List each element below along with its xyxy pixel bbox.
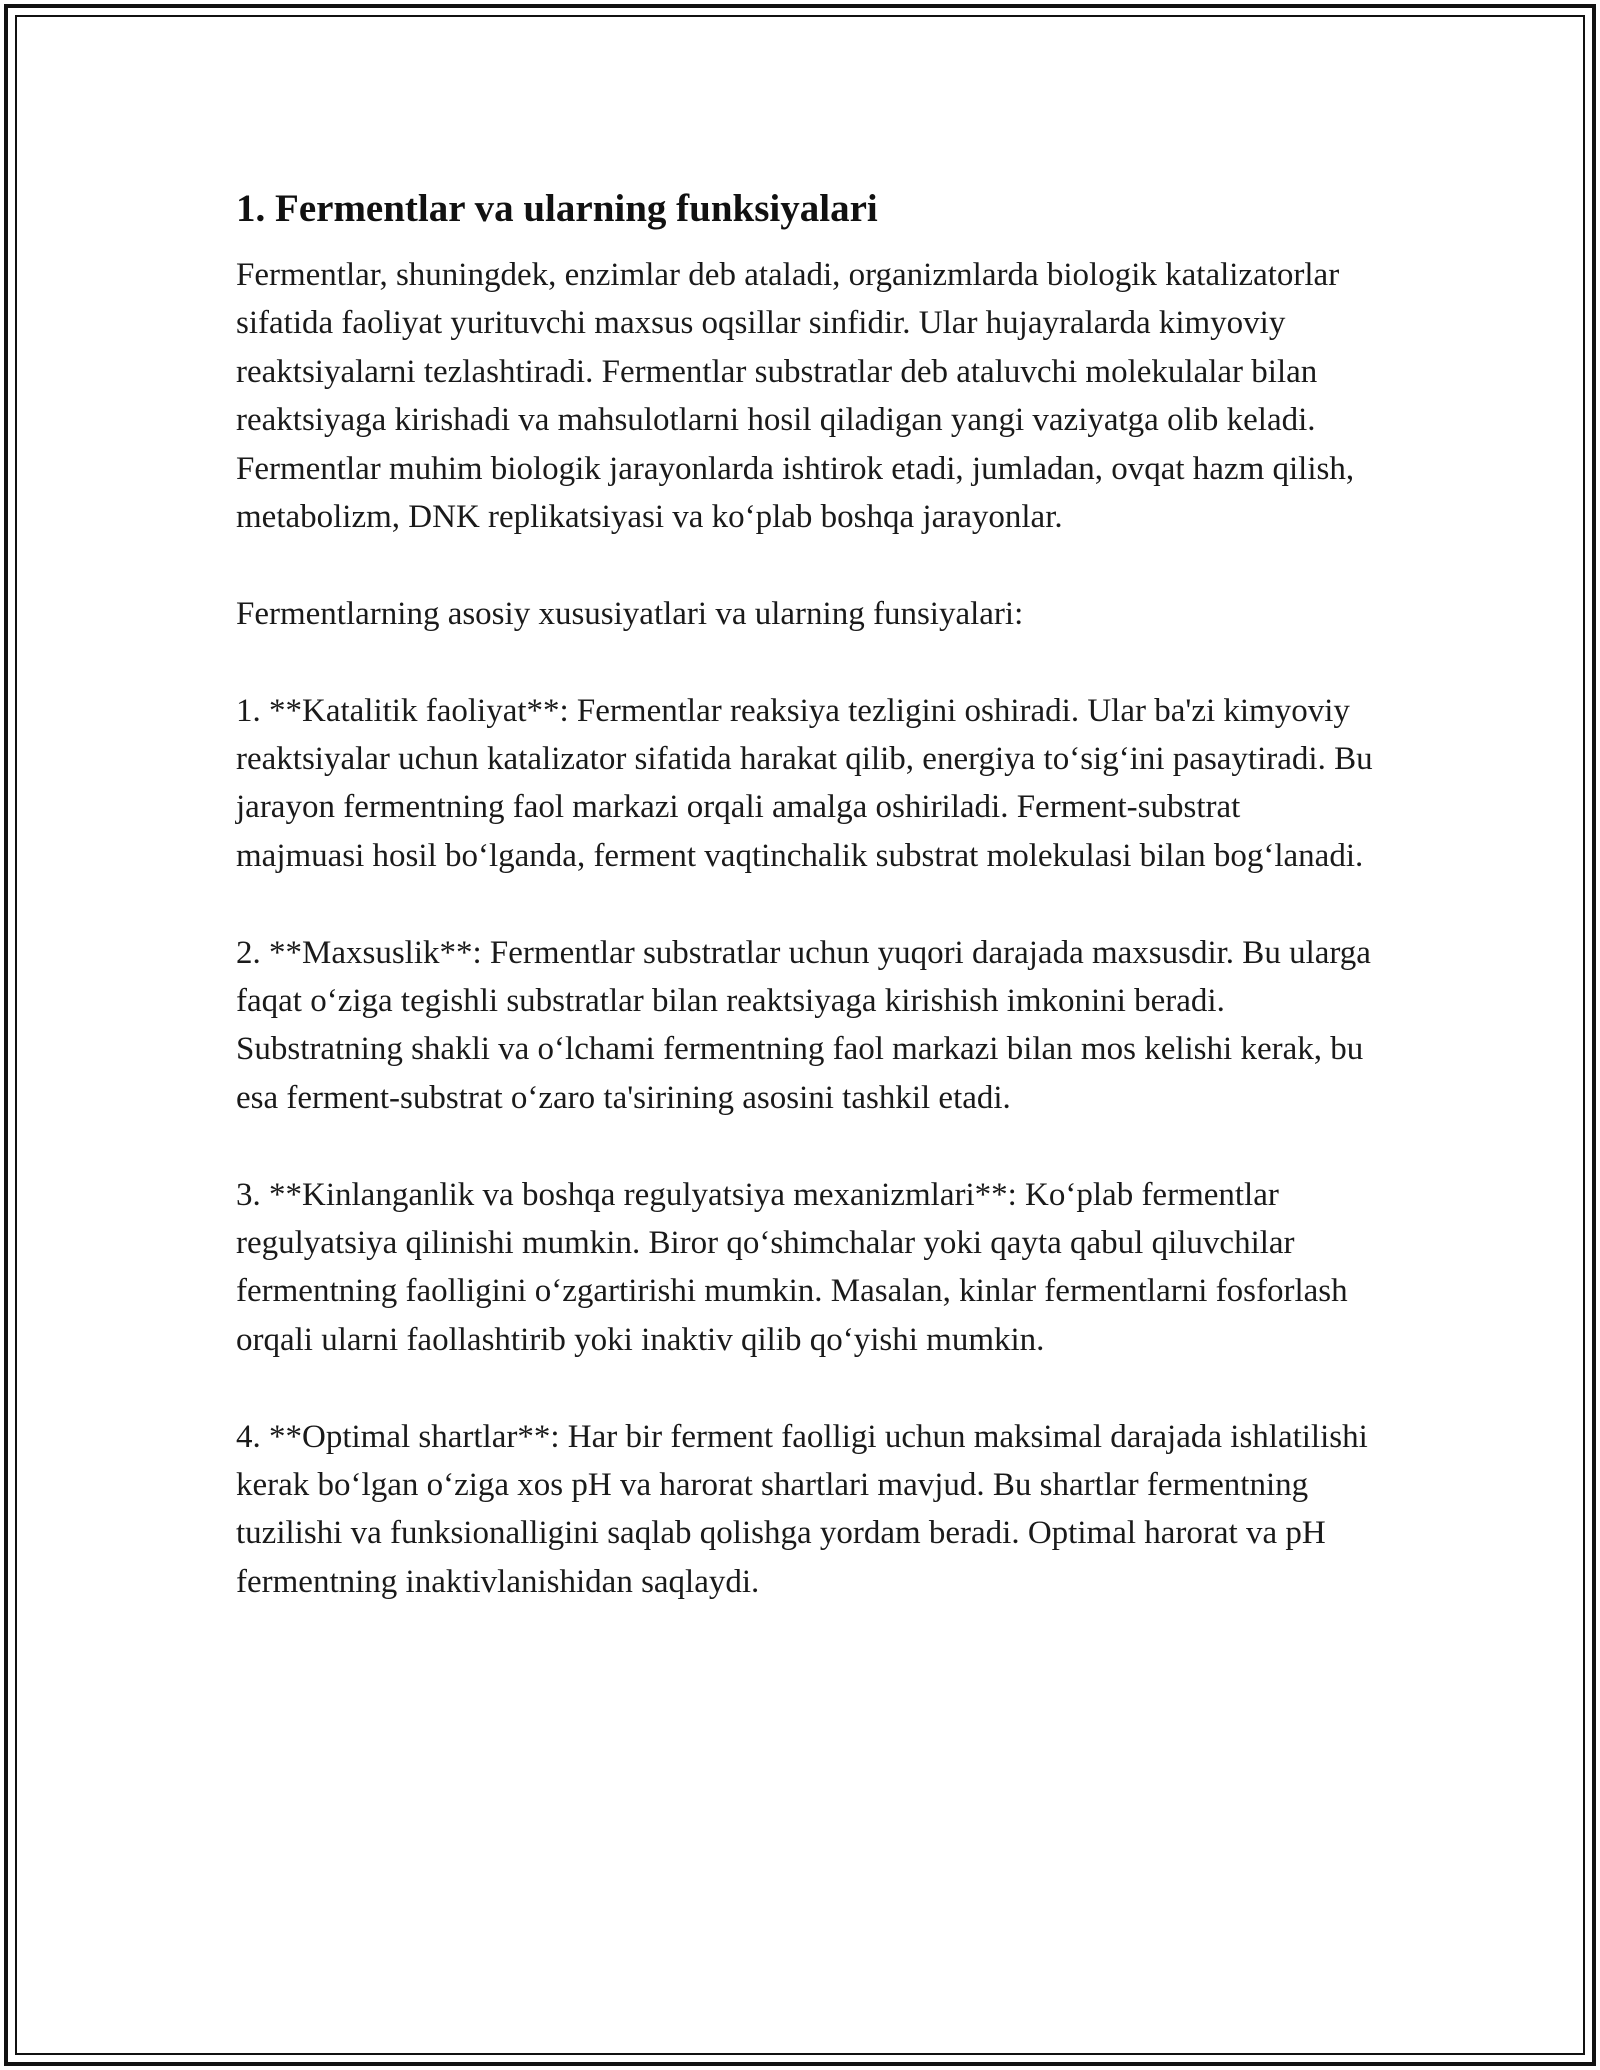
list-item-optimal-conditions: 4. **Optimal shartlar**: Har bir ferment faolligi uchun maksimal darajada ishlatilishi kerak bo‘lgan o‘ziga xos pH va harorat shartlari mavjud. Bu shartlar fermentning tuzilishi va funksionalligini saqlab qolishga yordam beradi. Optimal harorat va pH fermentning inaktivlanishidan saqlaydi. xyxy=(236,1418,1368,1600)
section-heading: 1. Fermentlar va ularning funksiyalari xyxy=(236,187,878,230)
document-body xyxy=(236,185,1376,1606)
list-item-catalytic-activity: 1. **Katalitik faoliyat**: Fermentlar reaksiya tezligini oshiradi. Ular ba'zi kimyoviy reaktsiyalar uchun katalizator sifatida harakat qilib, energiya to‘sig‘ini pasaytiradi. Bu jarayon fermentning faol markazi orqali amalga oshiriladi. Ferment-substrat majmuasi hosil bo‘lganda, ferment vaqtinchalik substrat molekulasi bilan bog‘lanadi. xyxy=(236,692,1373,874)
intro-paragraph: Fermentlar, shuningdek, enzimlar deb ataladi, organizmlarda biologik katalizatorlar sifatida faoliyat yurituvchi maxsus oqsillar sinfidir. Ular hujayralarda kimyoviy reaktsiyalarni tezlashtiradi. Fermentlar substratlar deb ataluvchi molekulalar bilan reaktsiyaga kirishadi va mahsulotlarni hosil qiladigan yangi vaziyatga olib keladi. Fermentlar muhim biologik jarayonlarda ishtirok etadi, jumladan, ovqat hazm qilish, metabolizm, DNK replikatsiyasi va ko‘plab boshqa jarayonlar. xyxy=(236,257,1355,536)
list-item-specificity: 2. **Maxsuslik**: Fermentlar substratlar uchun yuqori darajada maxsusdir. Bu ularga faqat o‘ziga tegishli substratlar bilan reaktsiyaga kirishish imkonini beradi. Substratning shakli va o‘lchami fermentning faol markazi bilan mos kelishi kerak, bu esa ferment-substrat o‘zaro ta'sirining asosini tashkil etadi. xyxy=(236,934,1371,1116)
list-item-regulation: 3. **Kinlanganlik va boshqa regulyatsiya mexanizmlari**: Ko‘plab fermentlar regulyatsiya qilinishi mumkin. Biror qo‘shimchalar yoki qayta qabul qiluvchilar fermentning faolligini o‘zgartirishi mumkin. Masalan, kinlar fermentlarni fosforlash orqali ularni faollashtirib yoki inaktiv qilib qo‘yishi mumkin. xyxy=(236,1176,1348,1358)
list-intro-paragraph: Fermentlarning asosiy xususiyatlari va ularning funsiyalari: xyxy=(236,595,1024,632)
